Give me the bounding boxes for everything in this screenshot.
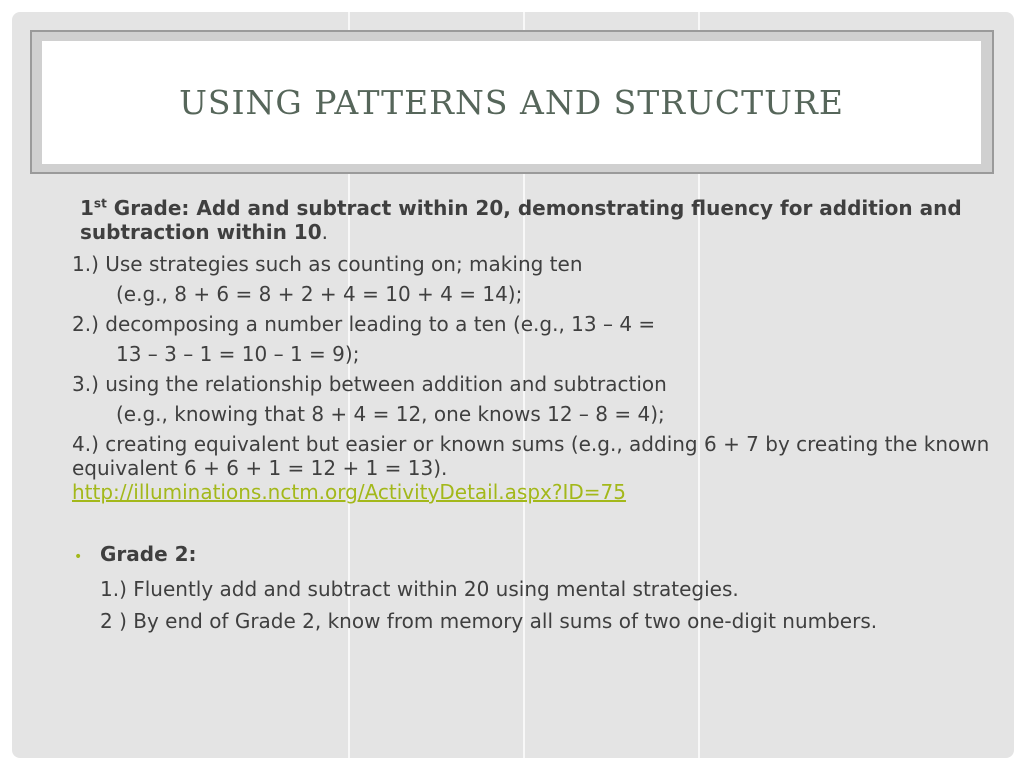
slide — [12, 12, 1014, 758]
illuminations-link[interactable]: http://illuminations.nctm.org/ActivityDetail.aspx?ID=75 — [72, 480, 626, 504]
title-frame — [30, 30, 994, 174]
grade1-item2: 2.) decomposing a number leading to a ten (e.g., 13 – 4 = — [72, 312, 656, 336]
grade1-item2-example: 13 – 3 – 1 = 10 – 1 = 9); — [116, 342, 360, 366]
grade1-item1: 1.) Use strategies such as counting on; making ten — [72, 252, 583, 276]
grade1-heading — [72, 196, 992, 244]
grade1-heading-sup: st — [93, 196, 107, 211]
grade1-heading-number: 1 — [80, 196, 94, 220]
bullet-icon: • — [74, 549, 83, 565]
link-paragraph — [72, 480, 992, 504]
grade2-item1: 1.) Fluently add and subtract within 20 using mental strategies. — [100, 577, 739, 601]
grade1-item1-example: (e.g., 8 + 6 = 8 + 2 + 4 = 10 + 4 = 14); — [116, 282, 523, 306]
grade1-item3-example: (e.g., knowing that 8 + 4 = 12, one knows 12 – 8 = 4); — [116, 402, 665, 426]
slide-title: USING PATTERNS AND STRUCTURE — [179, 83, 844, 122]
grade1-item3: 3.) using the relationship between addition and subtraction — [72, 372, 667, 396]
grade1-item4: 4.) creating equivalent but easier or known sums (e.g., adding 6 + 7 by creating the known equivalent 6 + 6 + 1 = 12 + 1 = 13). — [72, 432, 990, 480]
grade2-heading-row — [72, 542, 992, 569]
grade1-heading-end: . — [321, 220, 328, 244]
grade2-item2: 2 ) By end of Grade 2, know from memory all sums of two one-digit numbers. — [100, 609, 878, 633]
grade1-heading-text: Grade: Add and subtract within 20, demonstrating fluency for addition and subtraction within 10 — [80, 196, 962, 244]
slide-content — [72, 196, 992, 633]
grade2-heading: Grade 2: — [100, 542, 197, 566]
title-box — [42, 41, 981, 164]
